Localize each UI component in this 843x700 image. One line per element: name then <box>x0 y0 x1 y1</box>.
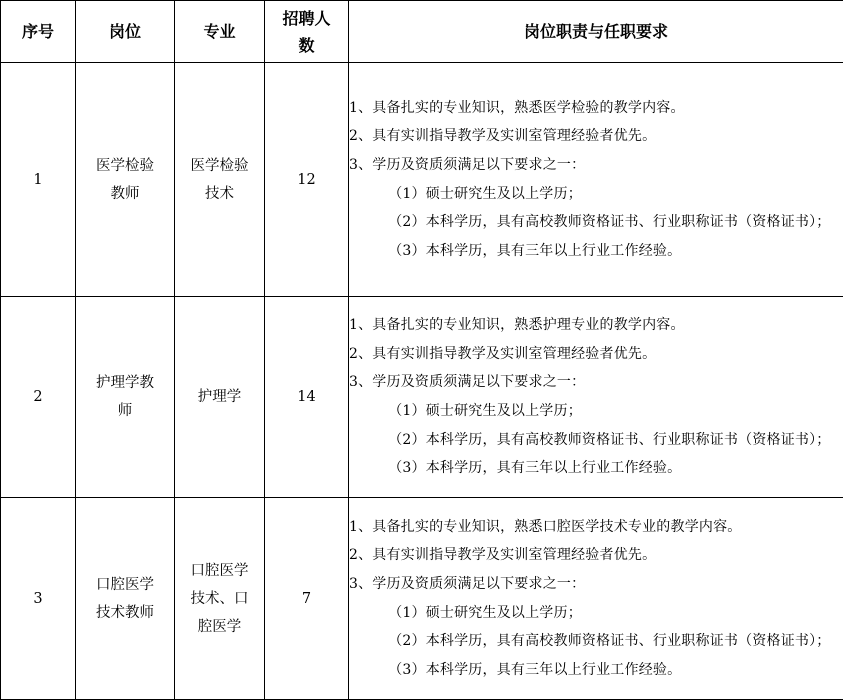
cell-major <box>175 297 265 498</box>
cell-count: 12 <box>265 63 349 297</box>
requirement-item: 3、学历及资质须满足以下要求之一： <box>349 156 586 173</box>
major-label: 护理学 <box>197 389 242 405</box>
cell-position <box>76 498 175 700</box>
requirement-subitem: （1）硕士研究生及以上学历； <box>388 185 582 202</box>
requirement-subitem: （2）本科学历，具有高校教师资格证书、行业职称证书（资格证书）； <box>388 431 831 448</box>
cell-position <box>76 63 175 297</box>
header-count <box>265 1 349 63</box>
requirement-item: 1、具备扎实的专业知识，熟悉口腔医学技术专业的教学内容。 <box>349 518 742 535</box>
cell-count: 7 <box>265 498 349 700</box>
cell-requirements <box>349 63 843 297</box>
header-duties: 岗位职责与任职要求 <box>349 1 843 63</box>
major-label: 医学检验技术 <box>190 157 249 202</box>
cell-requirements <box>349 297 843 498</box>
header-position: 岗位 <box>76 1 175 63</box>
header-row <box>1 1 843 63</box>
cell-index: 2 <box>1 297 76 498</box>
header-count-label: 招聘人数 <box>282 8 331 55</box>
requirement-subitem: （3）本科学历，具有三年以上行业工作经验。 <box>388 661 682 678</box>
requirement-subitem: （1）硕士研究生及以上学历； <box>388 403 582 419</box>
requirement-item: 1、具备扎实的专业知识，熟悉医学检验的教学内容。 <box>349 99 685 116</box>
major-label: 口腔医学技术、口腔医学 <box>190 562 249 635</box>
requirement-item: 1、具备扎实的专业知识，熟悉护理专业的教学内容。 <box>349 317 685 334</box>
position-label: 医学检验教师 <box>96 157 154 202</box>
requirement-subitem: （3）本科学历，具有三年以上行业工作经验。 <box>388 242 682 259</box>
cell-position <box>76 297 175 498</box>
cell-index: 3 <box>1 498 76 700</box>
requirement-item: 3、学历及资质须满足以下要求之一： <box>349 575 586 592</box>
table-row <box>1 63 843 297</box>
requirement-subitem: （1）硕士研究生及以上学历； <box>388 604 582 621</box>
requirement-item: 2、具有实训指导教学及实训室管理经验者优先。 <box>349 128 657 145</box>
header-major: 专业 <box>175 1 265 63</box>
cell-index: 1 <box>1 63 76 297</box>
requirement-subitem: （3）本科学历，具有三年以上行业工作经验。 <box>388 460 682 477</box>
position-label: 护理学教师 <box>96 375 154 419</box>
header-index: 序号 <box>1 1 76 63</box>
cell-major <box>175 498 265 700</box>
table-row <box>1 498 843 700</box>
requirement-subitem: （2）本科学历，具有高校教师资格证书、行业职称证书（资格证书）； <box>388 633 831 650</box>
requirement-item: 3、学历及资质须满足以下要求之一： <box>349 374 586 391</box>
requirement-item: 2、具有实训指导教学及实训室管理经验者优先。 <box>349 547 657 564</box>
cell-count: 14 <box>265 297 349 498</box>
position-label: 口腔医学技术教师 <box>96 576 154 621</box>
requirement-item: 2、具有实训指导教学及实训室管理经验者优先。 <box>349 345 657 362</box>
cell-requirements <box>349 498 843 700</box>
table-row <box>1 297 843 498</box>
cell-major <box>175 63 265 297</box>
requirement-subitem: （2）本科学历，具有高校教师资格证书、行业职称证书（资格证书）； <box>388 214 831 231</box>
